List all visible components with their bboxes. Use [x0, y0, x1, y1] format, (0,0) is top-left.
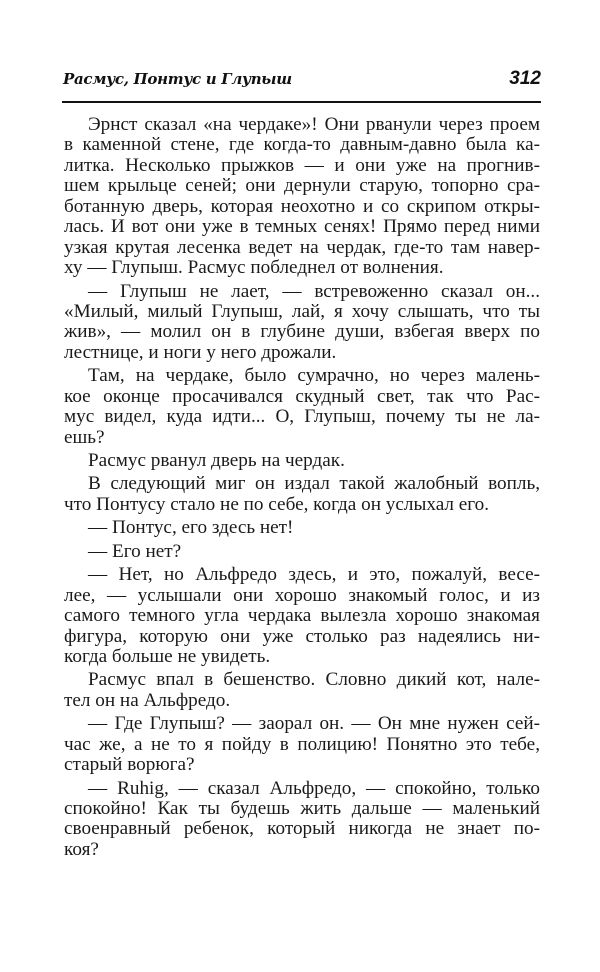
header-rule [62, 101, 541, 103]
paragraph [64, 714, 540, 775]
text-line: лась. И вот они уже в темных сенях! Прямо перед ними [64, 216, 540, 238]
text-line: В следующий миг он издал такой жалобный вопль, [88, 473, 540, 495]
paragraph [64, 670, 540, 711]
paragraph [64, 518, 540, 538]
text-line: что Понтусу стало не по себе, когда он услыхал его. [64, 493, 490, 515]
text-line: Эрнст сказал «на чердаке»! Они рванули через проем [88, 114, 540, 135]
text-line: тел он на Альфредо. [64, 689, 231, 711]
text-line: коя? [64, 838, 99, 860]
text-line: — Ruhig, — сказал Альфредо, — спокойно, только [88, 777, 540, 799]
text-line: шем крыльце сеней; они дернули старую, топорно сра- [64, 175, 540, 197]
paragraph [64, 779, 540, 861]
text-line: жив», — молил он в глубине души, взбегая вверх по [64, 321, 540, 343]
text-line: час же, а не то я пойду в полицию! Понятно это тебе, [64, 733, 540, 755]
running-header [63, 66, 541, 100]
text-line: ботанную дверь, которая неохотно и со скрипом откры- [64, 195, 540, 217]
text-line: самого темного угла чердака вылезла хорошо знакомая [64, 605, 540, 627]
paragraph [64, 115, 540, 279]
text-line: — Где Глупыш? — заорал он. — Он мне нужен сей- [88, 713, 540, 735]
body-text [64, 115, 540, 863]
text-line: мус видел, куда идти... О, Глупыш, почему ты не ла- [64, 406, 540, 428]
text-line: спокойно! Как ты будешь жить дальше — маленький [64, 798, 540, 819]
text-line: лее, — услышали они хорошо знакомый голос, и из [64, 584, 540, 606]
text-line: в каменной стене, где когда-то давным-давно была ка- [64, 134, 540, 156]
text-line: лестнице, и ноги у него дрожали. [64, 341, 337, 363]
text-line: узкая крутая лесенка ведет на чердак, где-то там навер- [64, 236, 540, 258]
page-number: 312 [509, 68, 541, 89]
text-line: старый ворюга? [64, 754, 195, 776]
paragraph [64, 282, 540, 364]
text-line: своенравный ребенок, который никогда не знает по- [64, 818, 540, 840]
text-line: Расмус рванул дверь на чердак. [88, 450, 345, 471]
paragraph [64, 474, 540, 515]
text-line: фигура, которую они уже столько раз надеялись ни- [64, 625, 540, 647]
text-line: Там, на чердаке, было сумрачно, но через малень- [88, 365, 540, 387]
paragraph [64, 565, 540, 667]
text-line: ху — Глупыш. Расмус побледнел от волнения. [64, 257, 444, 279]
paragraph [64, 366, 540, 448]
text-line: когда больше не увидеть. [64, 645, 271, 667]
text-line: Расмус впал в бешенство. Словно дикий кот, нале- [88, 669, 540, 691]
text-line: кое оконце просачивался скудный свет, так что Рас- [64, 385, 540, 407]
running-title: Расмус, Понтус и Глупыш [63, 70, 292, 88]
text-line: — Понтус, его здесь нет! [88, 517, 294, 539]
text-line: «Милый, милый Глупыш, лай, я хочу слышать, что ты [64, 300, 540, 322]
text-line: — Глупыш не лает, — встревоженно сказал он... [88, 280, 540, 302]
text-line: — Его нет? [88, 540, 182, 562]
text-line: ешь? [64, 426, 105, 448]
paragraph [64, 542, 540, 562]
text-line: литка. Несколько прыжков — и они уже на прогнив- [64, 154, 540, 176]
text-line: — Нет, но Альфредо здесь, и это, пожалуй, весе- [88, 564, 540, 586]
paragraph [64, 451, 540, 471]
